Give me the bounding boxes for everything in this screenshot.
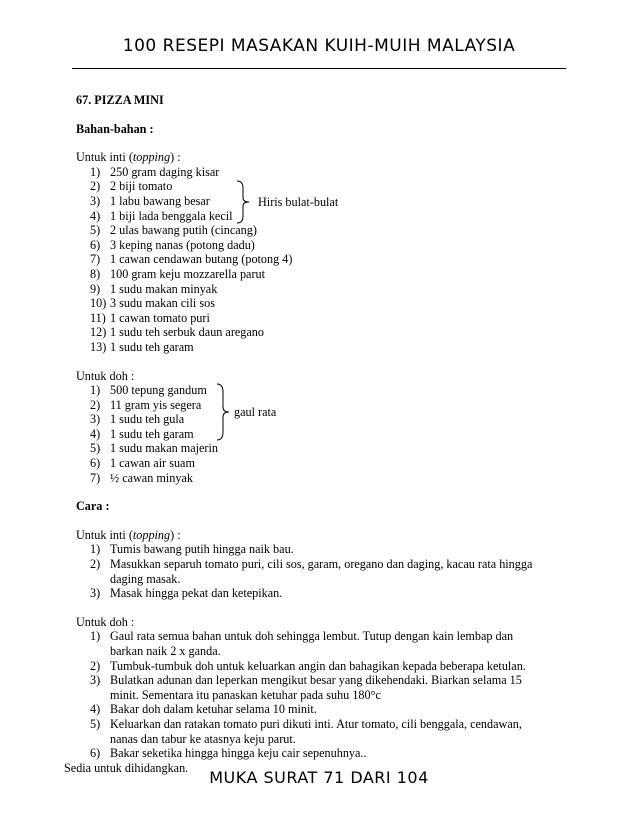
method-topping-steps bbox=[76, 542, 546, 600]
list-item-text: Tumis bawang putih hingga naik bau. bbox=[110, 542, 294, 557]
page-footer: MUKA SURAT 71 DARI 104 bbox=[209, 768, 429, 787]
list-item bbox=[76, 238, 546, 253]
list-item-number: 5) bbox=[90, 223, 101, 238]
list-item bbox=[76, 282, 546, 297]
list-item-number: 11) bbox=[90, 310, 106, 325]
list-item bbox=[76, 340, 546, 355]
list-item-number: 6) bbox=[90, 746, 101, 761]
list-item-text: 1 sudu teh garam bbox=[110, 426, 194, 441]
list-item-number: 2) bbox=[90, 658, 101, 673]
list-item bbox=[76, 427, 546, 442]
list-item-text: 1 cawan tomato puri bbox=[110, 310, 210, 325]
topping-ingredients-list bbox=[76, 165, 546, 355]
list-item bbox=[76, 209, 546, 224]
list-item bbox=[76, 629, 546, 658]
page-header: 100 RESEPI MASAKAN KUIH-MUIH MALAYSIA bbox=[122, 36, 516, 56]
method-dough-label: Untuk doh : bbox=[76, 614, 135, 629]
list-item-text: 1 sudu teh serbuk daun aregano bbox=[110, 325, 264, 340]
list-item-number: 2) bbox=[90, 557, 101, 572]
list-item bbox=[76, 441, 546, 456]
list-item-number: 2) bbox=[90, 397, 101, 412]
list-item-text: 3 keping nanas (potong dadu) bbox=[110, 237, 255, 252]
list-item-number: 8) bbox=[90, 266, 101, 281]
list-item bbox=[76, 717, 546, 746]
method-heading: Cara : bbox=[76, 499, 110, 514]
list-item-text: Gaul rata semua bahan untuk doh sehingga lembut. Tutup dengan kain lembap dan barkan naik 2 x ganda. bbox=[110, 629, 514, 658]
list-item-number: 2) bbox=[90, 179, 101, 194]
list-item-text: ½ cawan minyak bbox=[110, 470, 193, 485]
list-item-text: Bulatkan adunan dan leperkan mengikut besar yang dikehendaki. Biarkan selama 15 minit. Sementara itu panaskan ketuhar pada suhu 180°c bbox=[110, 673, 522, 702]
list-item-number: 1) bbox=[90, 542, 101, 557]
topping-brace-note: Hiris bulat-bulat bbox=[258, 194, 339, 209]
list-item-text: 3 sudu makan cili sos bbox=[110, 296, 215, 311]
list-item-text: 1 cawan air suam bbox=[110, 456, 195, 471]
header-divider bbox=[72, 68, 566, 69]
list-item-text: 1 labu bawang besar bbox=[110, 193, 210, 208]
recipe-title: 67. PIZZA MINI bbox=[76, 93, 164, 107]
list-item-number: 10) bbox=[90, 296, 107, 311]
list-item-number: 5) bbox=[90, 441, 101, 456]
list-item bbox=[76, 659, 546, 674]
closing-note: Sedia untuk dihidangkan. bbox=[64, 760, 189, 775]
list-item-number: 1) bbox=[90, 629, 101, 644]
list-item-text: 1 biji lada benggala kecil bbox=[110, 208, 233, 223]
list-item bbox=[76, 252, 546, 267]
list-item-number: 6) bbox=[90, 456, 101, 471]
list-item-number: 3) bbox=[90, 586, 101, 601]
method-topping-label-prefix: Untuk inti ( bbox=[76, 527, 133, 542]
list-item-text: Masukkan separuh tomato puri, cili sos, garam, oregano dan daging, kacau rata hingga daging masak. bbox=[110, 557, 533, 586]
list-item bbox=[76, 165, 546, 180]
topping-label-prefix: Untuk inti ( bbox=[76, 150, 133, 165]
list-item-number: 7) bbox=[90, 470, 101, 485]
list-item bbox=[76, 398, 546, 413]
list-item-number: 5) bbox=[90, 716, 101, 731]
list-item-number: 4) bbox=[90, 426, 101, 441]
method-topping-label bbox=[76, 528, 546, 543]
list-item-number: 12) bbox=[90, 325, 107, 340]
list-item-number: 6) bbox=[90, 237, 101, 252]
list-item-text: 250 gram daging kisar bbox=[110, 164, 220, 179]
topping-label-suffix: ) : bbox=[170, 150, 181, 165]
list-item bbox=[76, 267, 546, 282]
dough-brace-note: gaul rata bbox=[234, 405, 277, 420]
topping-ingredients-label bbox=[76, 150, 546, 165]
list-item bbox=[76, 557, 546, 586]
list-item-text: 2 ulas bawang putih (cincang) bbox=[110, 223, 257, 238]
list-item-number: 3) bbox=[90, 673, 101, 688]
list-item-text: 1 cawan cendawan butang (potong 4) bbox=[110, 252, 293, 267]
list-item-text: 500 tepung gandum bbox=[110, 383, 207, 398]
list-item-text: Bakar doh dalam ketuhar selama 10 minit. bbox=[110, 702, 317, 717]
list-item-number: 4) bbox=[90, 208, 101, 223]
list-item-number: 1) bbox=[90, 383, 101, 398]
list-item-number: 3) bbox=[90, 412, 101, 427]
list-item bbox=[76, 179, 546, 194]
list-item-text: 1 sudu teh garam bbox=[110, 339, 194, 354]
dough-ingredients-list bbox=[76, 383, 546, 485]
list-item bbox=[76, 746, 546, 761]
list-item bbox=[76, 702, 546, 717]
list-item bbox=[76, 542, 546, 557]
list-item bbox=[76, 586, 546, 601]
dough-ingredients-label: Untuk doh : bbox=[76, 368, 135, 383]
list-item-number: 9) bbox=[90, 281, 101, 296]
list-item-text: Keluarkan dan ratakan tomato puri dikuti inti. Atur tomato, cili benggala, cendawan, nanas dan tabur ke atasnya keju parut. bbox=[110, 716, 522, 746]
ingredients-heading: Bahan-bahan : bbox=[76, 121, 154, 136]
list-item bbox=[76, 296, 546, 311]
dough-brace-icon bbox=[216, 383, 230, 441]
list-item-text: Masak hingga pekat dan ketepikan. bbox=[110, 586, 283, 601]
list-item bbox=[76, 456, 546, 471]
list-item bbox=[76, 223, 546, 238]
list-item-number: 1) bbox=[90, 164, 101, 179]
list-item-text: 1 sudu makan majerin bbox=[110, 441, 218, 456]
list-item-number: 3) bbox=[90, 193, 101, 208]
list-item-number: 7) bbox=[90, 252, 101, 267]
list-item-number: 13) bbox=[90, 339, 107, 354]
list-item bbox=[76, 311, 546, 326]
list-item bbox=[76, 383, 546, 398]
list-item bbox=[76, 673, 546, 702]
list-item-text: 11 gram yis segera bbox=[110, 397, 202, 412]
list-item-text: 1 sudu teh gula bbox=[110, 412, 185, 427]
document-body bbox=[64, 93, 546, 775]
list-item-text: 2 biji tomato bbox=[110, 179, 173, 194]
method-topping-label-suffix: ) : bbox=[170, 527, 181, 542]
list-item bbox=[76, 325, 546, 340]
topping-brace-icon bbox=[236, 180, 250, 224]
list-item-text: Bakar seketika hingga hingga keju cair sepenuhnya.. bbox=[110, 746, 367, 761]
list-item-number: 4) bbox=[90, 702, 101, 717]
list-item-text: Tumbuk-tumbuk doh untuk keluarkan angin dan bahagikan kepada beberapa ketulan. bbox=[110, 658, 526, 673]
method-dough-steps bbox=[76, 629, 546, 760]
topping-label-italic: topping bbox=[132, 150, 171, 165]
list-item bbox=[76, 412, 546, 427]
list-item bbox=[76, 471, 546, 486]
method-topping-label-italic: topping bbox=[132, 527, 171, 542]
list-item-text: 100 gram keju mozzarella parut bbox=[110, 266, 265, 281]
list-item-text: 1 sudu makan minyak bbox=[110, 281, 218, 296]
